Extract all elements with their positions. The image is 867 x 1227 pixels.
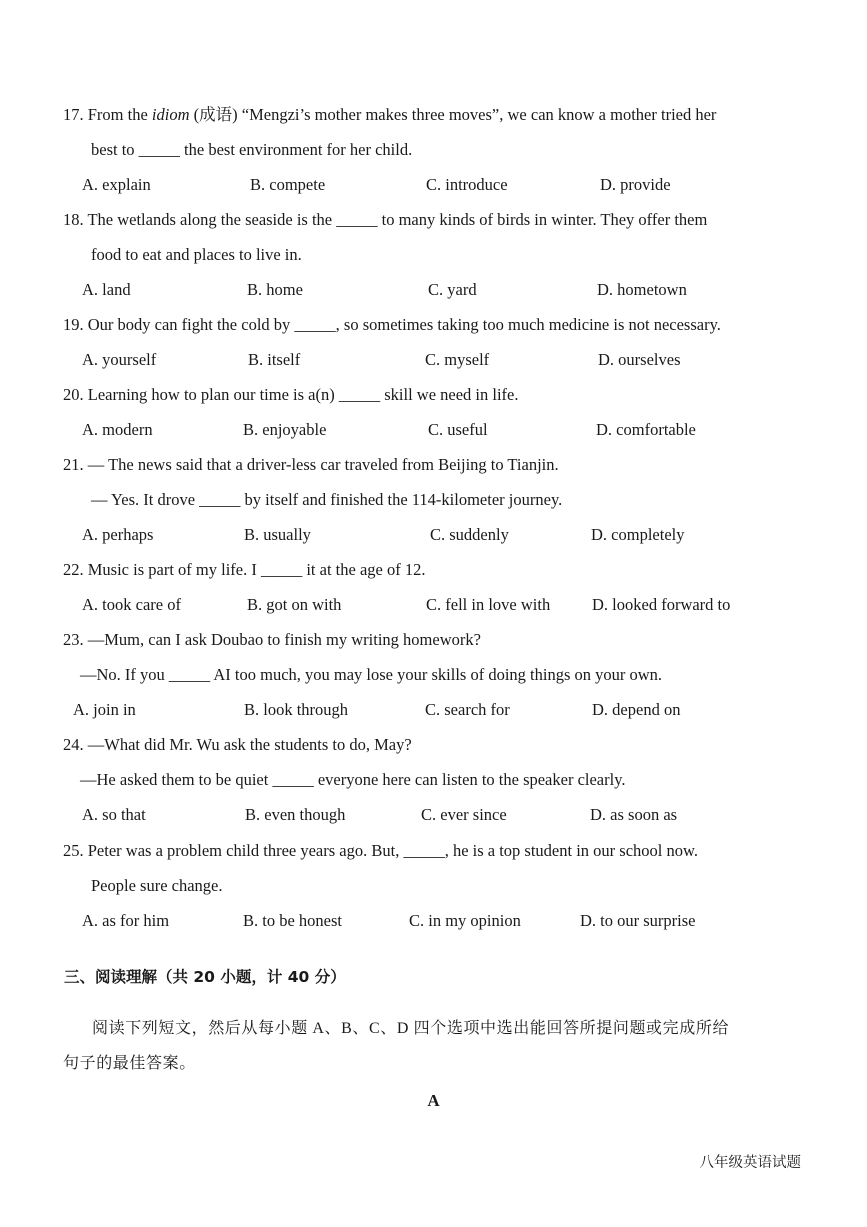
q21-option-b: B. usually bbox=[244, 525, 311, 544]
question-19-line-1: 19. Our body can fight the cold by _____, so sometimes taking too much medicine is not necessary. bbox=[63, 315, 721, 334]
question-20-line-1: 20. Learning how to plan our time is a(n) _____ skill we need in life. bbox=[63, 385, 519, 404]
q18-option-c: C. yard bbox=[428, 280, 477, 299]
q17-option-a: A. explain bbox=[82, 175, 151, 194]
q25-option-c: C. in my opinion bbox=[409, 911, 521, 930]
question-text: (成语) “Mengzi’s mother makes three moves”, we can know a mother tried her bbox=[189, 105, 717, 124]
q23-option-b: B. look through bbox=[244, 700, 349, 719]
q24-option-c: C. ever since bbox=[421, 805, 507, 824]
q24-option-a: A. so that bbox=[82, 805, 146, 824]
q21-option-d: D. completely bbox=[591, 525, 685, 544]
question-23-line-1: 23. —Mum, can I ask Doubao to finish my writing homework? bbox=[63, 630, 481, 649]
question-17-line-1 bbox=[63, 105, 716, 125]
q21-option-c: C. suddenly bbox=[430, 525, 509, 544]
q20-option-d: D. comfortable bbox=[596, 420, 696, 439]
passage-label: A bbox=[427, 1091, 440, 1110]
q18-option-b: B. home bbox=[247, 280, 303, 299]
q17-option-b: B. compete bbox=[250, 175, 326, 194]
q19-option-b: B. itself bbox=[248, 350, 301, 369]
question-25-line-1: 25. Peter was a problem child three years ago. But, _____, he is a top student in our school now. bbox=[63, 841, 698, 860]
page-footer: 八年级英语试题 bbox=[699, 1155, 801, 1171]
q17-option-c: C. introduce bbox=[426, 175, 508, 194]
instructions-line-1: 阅读下列短文，然后从每小题 A、B、C、D 四个选项中选出能回答所提问题或完成所给 bbox=[92, 1020, 730, 1037]
q20-option-a: A. modern bbox=[82, 420, 153, 439]
question-24-line-2: —He asked them to be quiet _____ everyone here can listen to the speaker clearly. bbox=[80, 770, 626, 789]
question-18-line-2: food to eat and places to live in. bbox=[91, 245, 302, 264]
q22-option-b: B. got on with bbox=[247, 595, 342, 614]
q20-option-c: C. useful bbox=[428, 420, 488, 439]
question-17-line-2: best to _____ the best environment for her child. bbox=[91, 140, 413, 159]
instructions-line-2: 句子的最佳答案。 bbox=[63, 1055, 196, 1072]
question-text-italic: idiom bbox=[151, 105, 190, 124]
question-18-line-1: 18. The wetlands along the seaside is the _____ to many kinds of birds in winter. They offer them bbox=[63, 210, 708, 229]
question-21-line-2: — Yes. It drove _____ by itself and finished the 114-kilometer journey. bbox=[91, 490, 563, 509]
question-21-line-1: 21. — The news said that a driver-less car traveled from Beijing to Tianjin. bbox=[63, 455, 559, 474]
q19-option-d: D. ourselves bbox=[598, 350, 681, 369]
question-23-line-2: —No. If you _____ AI too much, you may lose your skills of doing things on your own. bbox=[80, 665, 663, 684]
q24-option-d: D. as soon as bbox=[590, 805, 678, 824]
q22-option-c: C. fell in love with bbox=[426, 595, 551, 614]
q23-option-c: C. search for bbox=[425, 700, 510, 719]
q21-option-a: A. perhaps bbox=[82, 525, 154, 544]
q18-option-d: D. hometown bbox=[597, 280, 687, 299]
q22-option-a: A. took care of bbox=[82, 595, 181, 614]
question-22-line-1: 22. Music is part of my life. I _____ it at the age of 12. bbox=[63, 560, 426, 579]
question-text: 17. From the bbox=[63, 105, 152, 124]
q23-option-a: A. join in bbox=[73, 700, 136, 719]
q25-option-b: B. to be honest bbox=[243, 911, 342, 930]
section-title: 三、阅读理解（共 20 小题，计 40 分） bbox=[64, 968, 346, 986]
q23-option-d: D. depend on bbox=[592, 700, 681, 719]
q25-option-a: A. as for him bbox=[82, 911, 170, 930]
q18-option-a: A. land bbox=[82, 280, 131, 299]
q24-option-b: B. even though bbox=[245, 805, 346, 824]
q19-option-c: C. myself bbox=[425, 350, 490, 369]
q22-option-d: D. looked forward to bbox=[592, 595, 731, 614]
q19-option-a: A. yourself bbox=[82, 350, 157, 369]
question-25-line-2: People sure change. bbox=[91, 876, 223, 895]
q20-option-b: B. enjoyable bbox=[243, 420, 327, 439]
question-24-line-1: 24. —What did Mr. Wu ask the students to do, May? bbox=[63, 735, 412, 754]
q25-option-d: D. to our surprise bbox=[580, 911, 696, 930]
q17-option-d: D. provide bbox=[600, 175, 671, 194]
